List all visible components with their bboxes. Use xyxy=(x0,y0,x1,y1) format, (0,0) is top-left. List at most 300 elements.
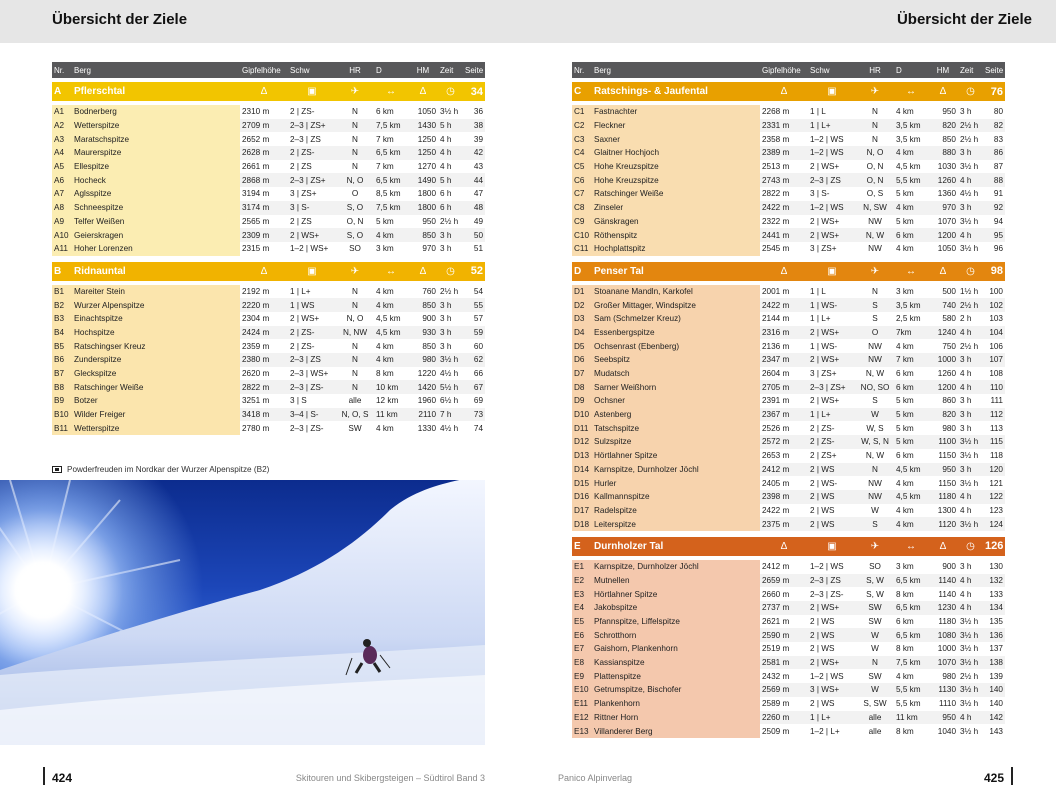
table-row xyxy=(572,228,1005,242)
cell-page: 135 xyxy=(989,617,1003,627)
cell-page: 103 xyxy=(989,314,1003,324)
cell-height: 2422 m xyxy=(760,201,808,215)
cell-name: Einachtspitze xyxy=(72,312,240,326)
cell-time: 5 h xyxy=(438,119,463,133)
cell-direction: N, O xyxy=(336,173,374,187)
cell-direction: S xyxy=(872,396,878,406)
cell-height: 2316 m xyxy=(760,326,808,340)
cell-distance: 4 km xyxy=(896,478,914,488)
clock-icon: ◷ xyxy=(438,82,463,101)
cell-id: D7 xyxy=(572,367,592,381)
cell-id: E4 xyxy=(572,601,592,615)
cell-time: 4 h xyxy=(438,146,463,160)
difficulty-icon: ▣ xyxy=(808,537,856,556)
cell-time: 5 h xyxy=(438,173,463,187)
cell-name: Gaishorn, Plankenhorn xyxy=(592,642,760,656)
cell-id: D11 xyxy=(572,421,592,435)
cell-height: 2822 m xyxy=(762,189,790,199)
cell-height: 2391 m xyxy=(762,396,790,406)
cell-height: 2652 m xyxy=(242,134,270,144)
table-row xyxy=(52,173,485,187)
cell-difficulty: 1–2 | WS xyxy=(808,146,856,160)
cell-id: E11 xyxy=(572,697,592,711)
cell-difficulty: 2–3 | ZS+ xyxy=(288,119,336,133)
cell-direction: S, W xyxy=(856,574,894,588)
cell-time: 3 h xyxy=(960,396,972,406)
cell-direction: O, S xyxy=(866,189,884,199)
cell-difficulty: 2 | WS xyxy=(810,699,835,709)
cell-elevation: 1430 xyxy=(408,119,438,133)
cell-difficulty: 2 | WS xyxy=(810,505,835,515)
cell-time: 3½ h xyxy=(960,699,979,709)
cell-height: 2310 m xyxy=(242,107,270,117)
table-row xyxy=(52,105,485,119)
elevation-gain-icon: Δ xyxy=(408,82,438,101)
cell-distance: 6,5 km xyxy=(894,601,928,615)
cell-id: A6 xyxy=(52,173,72,187)
cell-name: Stoanane Mandln, Karkofel xyxy=(592,285,760,299)
cell-id: C2 xyxy=(572,119,592,133)
cell-direction: NW xyxy=(868,244,882,254)
cell-distance: 11 km xyxy=(894,711,928,725)
cell-time: 3½ h xyxy=(958,656,983,670)
cell-time: 4 h xyxy=(960,369,972,379)
section-letter: A xyxy=(52,82,72,101)
cell-elevation: 950 xyxy=(422,216,436,226)
header-berg: Berg xyxy=(72,62,240,78)
cell-elevation: 1490 xyxy=(408,173,438,187)
cell-id: E8 xyxy=(572,656,592,670)
cell-id: A10 xyxy=(52,228,72,242)
cell-time: 3½ h xyxy=(960,162,979,172)
cell-difficulty: 2 | ZS- xyxy=(810,423,835,433)
section-header-d xyxy=(572,262,1005,281)
cell-name: Bodnerberg xyxy=(72,105,240,119)
cell-id: E7 xyxy=(572,642,592,656)
cell-name: Mareiter Stein xyxy=(72,285,240,299)
cell-height: 2422 m xyxy=(762,505,790,515)
cell-time: 3½ h xyxy=(438,353,463,367)
section-name: Durnholzer Tal xyxy=(592,537,760,556)
cell-id: A7 xyxy=(52,187,72,201)
cell-difficulty: 1 | L+ xyxy=(808,711,856,725)
cell-difficulty: 1 | WS- xyxy=(808,298,856,312)
cell-time: 3 h xyxy=(438,326,463,340)
cell-time: 2½ h xyxy=(958,119,983,133)
cell-page: 115 xyxy=(983,435,1005,449)
cell-name: Hocheck xyxy=(72,173,240,187)
cell-name: Jakobspitze xyxy=(592,601,760,615)
cell-name: Wilder Freiger xyxy=(72,408,240,422)
cell-direction: O xyxy=(351,189,359,199)
cell-difficulty: 1–2 | L+ xyxy=(810,726,840,736)
cell-difficulty: 2 | WS+ xyxy=(808,353,856,367)
cell-page: 92 xyxy=(983,201,1005,215)
cell-elevation: 1240 xyxy=(928,326,958,340)
cell-difficulty: 2 | ZS- xyxy=(808,435,856,449)
cell-time: 3 h xyxy=(958,146,983,160)
cell-name: Maratschspitze xyxy=(72,132,240,146)
cell-time: 3½ h xyxy=(958,628,983,642)
cell-height: 2220 m xyxy=(240,298,288,312)
table-row xyxy=(572,160,1005,174)
cell-page: 111 xyxy=(990,396,1003,406)
cell-direction: SW xyxy=(348,423,362,433)
cell-name: Ochsner xyxy=(592,394,760,408)
cell-time: 6½ h xyxy=(440,396,459,406)
cell-distance: 4 km xyxy=(896,244,914,254)
table-row xyxy=(572,476,1005,490)
header-hm: HM xyxy=(408,62,438,78)
cell-height: 2424 m xyxy=(240,326,288,340)
table-row xyxy=(52,339,485,353)
cell-distance: 4 km xyxy=(376,423,394,433)
cell-id: D3 xyxy=(572,312,592,326)
section-letter: C xyxy=(572,82,592,101)
cell-elevation: 740 xyxy=(928,298,958,312)
cell-page: 42 xyxy=(463,146,485,160)
cell-difficulty: 2 | ZS- xyxy=(288,146,336,160)
cell-id: D13 xyxy=(572,449,592,463)
cell-name: Seebspitz xyxy=(592,353,760,367)
cell-distance: 5,5 km xyxy=(894,173,928,187)
cell-page: 140 xyxy=(989,699,1003,709)
cell-height: 2737 m xyxy=(760,601,808,615)
cell-direction: SW xyxy=(856,601,894,615)
cell-difficulty: 2 | WS xyxy=(808,517,856,531)
cell-page: 44 xyxy=(463,173,485,187)
cell-page: 48 xyxy=(463,201,485,215)
cell-distance: 3 km xyxy=(896,562,914,572)
cell-name: Plattenspitze xyxy=(592,669,760,683)
header-gipfelhoehe: Gipfelhöhe xyxy=(760,62,808,78)
cell-id: C9 xyxy=(572,215,592,229)
table-row xyxy=(572,380,1005,394)
cell-name: Großer Mittager, Windspitze xyxy=(592,298,760,312)
cell-page: 130 xyxy=(989,562,1003,572)
cell-direction: SW xyxy=(868,671,882,681)
cell-page: 87 xyxy=(993,162,1003,172)
cell-elevation: 580 xyxy=(942,314,956,324)
clock-icon: ◷ xyxy=(958,82,983,101)
cell-page: 139 xyxy=(989,671,1003,681)
difficulty-icon: ▣ xyxy=(288,262,336,281)
cell-height: 2565 m xyxy=(242,216,270,226)
cell-direction: NO, SO xyxy=(856,380,894,394)
cell-direction: W, S, N xyxy=(856,435,894,449)
cell-id: E3 xyxy=(572,587,592,601)
cell-elevation: 1960 xyxy=(417,396,436,406)
cell-page: 113 xyxy=(989,423,1003,433)
table-row xyxy=(52,312,485,326)
cell-direction: N xyxy=(856,656,894,670)
cell-distance: 6,5 km xyxy=(374,146,408,160)
cell-id: B4 xyxy=(52,326,72,340)
cell-id: C1 xyxy=(572,105,592,119)
distance-icon: ↔ xyxy=(894,262,928,281)
section-header-e xyxy=(572,537,1005,556)
cell-difficulty: 1–2 | WS xyxy=(810,134,844,144)
cell-time: 3 h xyxy=(958,353,983,367)
cell-height: 2380 m xyxy=(240,353,288,367)
cell-id: D17 xyxy=(572,504,592,518)
cell-distance: 6 km xyxy=(896,369,914,379)
cell-height: 2620 m xyxy=(242,369,270,379)
section-page: 34 xyxy=(463,82,485,101)
cell-elevation: 970 xyxy=(422,244,436,254)
cell-elevation: 1040 xyxy=(937,726,956,736)
cell-page: 80 xyxy=(993,107,1003,117)
cell-direction: NW xyxy=(868,478,882,488)
cell-direction: N xyxy=(352,162,358,172)
cell-page: 100 xyxy=(989,286,1003,296)
cell-name: Ochsenrast (Ebenberg) xyxy=(592,339,760,353)
cell-distance: 8 km xyxy=(896,726,914,736)
cell-difficulty: 3 | WS+ xyxy=(808,683,856,697)
left-page-title: Übersicht der Ziele xyxy=(52,11,188,28)
cell-id: D16 xyxy=(572,490,592,504)
cell-direction: N xyxy=(336,298,374,312)
cell-name: Zunderspitze xyxy=(72,353,240,367)
cell-time: 3 h xyxy=(958,408,983,422)
cell-difficulty: 1 | L xyxy=(810,286,826,296)
cell-page: 49 xyxy=(473,216,483,226)
cell-id: B1 xyxy=(52,285,72,299)
cell-direction: N xyxy=(872,134,878,144)
cell-height: 2432 m xyxy=(762,671,790,681)
cell-elevation: 1100 xyxy=(928,435,958,449)
table-row xyxy=(572,242,1005,256)
cell-direction: N xyxy=(856,119,894,133)
table-row xyxy=(572,312,1005,326)
cell-direction: S, O xyxy=(336,201,374,215)
cell-elevation: 980 xyxy=(408,353,438,367)
cell-time: 3½ h xyxy=(958,683,983,697)
difficulty-icon: ▣ xyxy=(808,82,856,101)
cell-direction: W xyxy=(871,644,879,654)
cell-time: 4 h xyxy=(958,601,983,615)
distance-icon: ↔ xyxy=(894,537,928,556)
cell-id: B2 xyxy=(52,298,72,312)
cell-height: 2412 m xyxy=(762,562,790,572)
header-hr: HR xyxy=(856,62,894,78)
difficulty-icon: ▣ xyxy=(808,262,856,281)
cell-id: B9 xyxy=(52,394,72,408)
cell-height: 2653 m xyxy=(762,451,790,461)
cell-distance: 5 km xyxy=(894,435,928,449)
cell-difficulty: 1 | L+ xyxy=(808,408,856,422)
cell-page: 73 xyxy=(463,408,485,422)
cell-time: 3 h xyxy=(440,341,452,351)
cell-distance: 5 km xyxy=(896,396,914,406)
cell-distance: 7 km xyxy=(376,134,394,144)
cell-time: 3½ h xyxy=(960,451,979,461)
cell-id: D6 xyxy=(572,353,592,367)
cell-elevation: 850 xyxy=(422,341,436,351)
cell-distance: 3,5 km xyxy=(894,298,928,312)
cell-elevation: 1050 xyxy=(417,107,436,117)
cell-page: 86 xyxy=(983,146,1005,160)
cell-page: 39 xyxy=(473,134,483,144)
table-row xyxy=(52,298,485,312)
cell-elevation: 970 xyxy=(928,201,958,215)
cell-elevation: 1250 xyxy=(408,146,438,160)
cell-height: 3251 m xyxy=(242,396,270,406)
cell-difficulty: 1 | L xyxy=(810,107,826,117)
cell-height: 2545 m xyxy=(762,244,790,254)
cell-id: E1 xyxy=(572,560,592,574)
cell-difficulty: 3 | S- xyxy=(810,189,830,199)
cell-difficulty: 2 | WS- xyxy=(810,478,838,488)
cell-name: Hohe Kreuzspitze xyxy=(592,160,760,174)
cell-name: Wetterspitze xyxy=(72,421,240,435)
cell-elevation: 1000 xyxy=(928,353,958,367)
table-row xyxy=(572,560,1005,574)
left-overview-table xyxy=(52,62,485,435)
cell-difficulty: 2–3 | ZS- xyxy=(288,380,336,394)
cell-time: 4 h xyxy=(958,490,983,504)
cell-direction: N, O xyxy=(856,146,894,160)
cell-distance: 6,5 km xyxy=(894,574,928,588)
direction-icon: ✈ xyxy=(336,262,374,281)
cell-page: 36 xyxy=(473,107,483,117)
cell-name: Gänskragen xyxy=(592,215,760,229)
direction-icon: ✈ xyxy=(856,82,894,101)
cell-difficulty: 2 | WS+ xyxy=(810,216,840,226)
cell-elevation: 1260 xyxy=(937,369,956,379)
cell-page: 106 xyxy=(989,341,1003,351)
cell-name: Hohe Kreuzspitze xyxy=(592,173,760,187)
cell-difficulty: 1 | L+ xyxy=(290,286,311,296)
cell-difficulty: 1–2 | WS+ xyxy=(290,244,329,254)
cell-difficulty: 2 | WS xyxy=(808,628,856,642)
cell-time: 4½ h xyxy=(440,423,459,433)
cell-elevation: 1150 xyxy=(938,451,956,461)
summit-height-icon: Δ xyxy=(240,262,288,281)
cell-elevation: 1220 xyxy=(417,369,436,379)
cell-name: Tatschspitze xyxy=(592,421,760,435)
cell-difficulty: 1–2 | WS xyxy=(808,201,856,215)
cell-difficulty: 2 | ZS+ xyxy=(810,451,837,461)
cell-difficulty: 2–3 | ZS- xyxy=(810,589,844,599)
cell-height: 2358 m xyxy=(762,134,790,144)
cell-time: 2½ h xyxy=(958,298,983,312)
table-row xyxy=(572,119,1005,133)
section-letter: B xyxy=(52,262,72,281)
cell-elevation: 1800 xyxy=(408,201,438,215)
cell-direction: S xyxy=(872,314,878,324)
cell-time: 4 h xyxy=(958,173,983,187)
left-footer-line xyxy=(43,767,45,785)
cell-direction: N xyxy=(352,286,358,296)
cell-time: 4 h xyxy=(958,326,983,340)
cell-height: 2192 m xyxy=(242,286,270,296)
left-footer-text: Skitouren und Skibergsteigen – Südtirol Band 3 xyxy=(295,773,485,783)
cell-time: 4 h xyxy=(958,711,983,725)
cell-direction: N, W xyxy=(865,451,885,461)
cell-distance: 6 km xyxy=(894,228,928,242)
section-page: 76 xyxy=(983,82,1005,101)
ski-photo-scene xyxy=(0,480,485,745)
cell-distance: 4 km xyxy=(376,286,394,296)
cell-distance: 6,5 km xyxy=(374,173,408,187)
table-row xyxy=(572,587,1005,601)
cell-distance: 6 km xyxy=(894,380,928,394)
cell-name: Kallmannspitze xyxy=(592,490,760,504)
cell-distance: 5 km xyxy=(896,189,914,199)
cell-id: D15 xyxy=(572,476,592,490)
cell-id: C3 xyxy=(572,132,592,146)
cell-name: Geierskragen xyxy=(72,228,240,242)
cell-page: 137 xyxy=(989,644,1003,654)
cell-difficulty: 2 | WS+ xyxy=(808,326,856,340)
cell-time: 3½ h xyxy=(960,644,979,654)
cell-id: C11 xyxy=(572,242,592,256)
section-page: 126 xyxy=(983,537,1005,556)
cell-page: 50 xyxy=(463,228,485,242)
cell-name: Wetterspitze xyxy=(72,119,240,133)
cell-elevation: 1120 xyxy=(928,517,958,531)
cell-direction: S, W xyxy=(866,589,884,599)
cell-id: A1 xyxy=(52,105,72,119)
section-letter: D xyxy=(572,262,592,281)
table-header xyxy=(572,62,1005,78)
cell-elevation: 1360 xyxy=(937,189,956,199)
cell-name: Sulzspitze xyxy=(592,435,760,449)
cell-page: 91 xyxy=(993,189,1003,199)
cell-direction: N xyxy=(352,369,358,379)
cell-distance: 6 km xyxy=(376,107,394,117)
header-zeit: Zeit xyxy=(958,62,983,78)
cell-id: B10 xyxy=(52,408,72,422)
cell-id: D18 xyxy=(572,517,592,531)
cell-height: 2526 m xyxy=(762,423,790,433)
cell-elevation: 850 xyxy=(408,228,438,242)
header-schw: Schw xyxy=(808,62,856,78)
cell-page: 133 xyxy=(989,589,1003,599)
cell-direction: W xyxy=(871,505,879,515)
cell-id: B3 xyxy=(52,312,72,326)
cell-difficulty: 2 | WS xyxy=(808,463,856,477)
cell-direction: N, W xyxy=(865,369,885,379)
cell-name: Schrotthorn xyxy=(592,628,760,642)
cell-elevation: 1200 xyxy=(928,380,958,394)
cell-time: 2 h xyxy=(960,314,972,324)
cell-direction: N xyxy=(856,463,894,477)
left-page-number: 424 xyxy=(52,771,73,785)
cell-id: A5 xyxy=(52,160,72,174)
cell-elevation: 900 xyxy=(942,562,956,572)
cell-page: 118 xyxy=(989,451,1003,461)
cell-time: 4 h xyxy=(958,380,983,394)
cell-elevation: 950 xyxy=(928,463,958,477)
table-row xyxy=(52,380,485,394)
cell-name: Hochspitze xyxy=(72,326,240,340)
table-row xyxy=(52,146,485,160)
cell-page: 104 xyxy=(983,326,1005,340)
cell-difficulty: 3 | S- xyxy=(288,201,336,215)
cell-id: A3 xyxy=(52,132,72,146)
cell-elevation: 1200 xyxy=(928,228,958,242)
section-name: Ridnauntal xyxy=(72,262,240,281)
cell-page: 132 xyxy=(983,574,1005,588)
cell-distance: 8 km xyxy=(896,644,914,654)
cell-direction: N xyxy=(872,107,878,117)
cell-height: 2315 m xyxy=(242,244,270,254)
cell-id: D9 xyxy=(572,394,592,408)
cell-name: Gleckspitze xyxy=(72,367,240,381)
cell-distance: 4 km xyxy=(894,201,928,215)
